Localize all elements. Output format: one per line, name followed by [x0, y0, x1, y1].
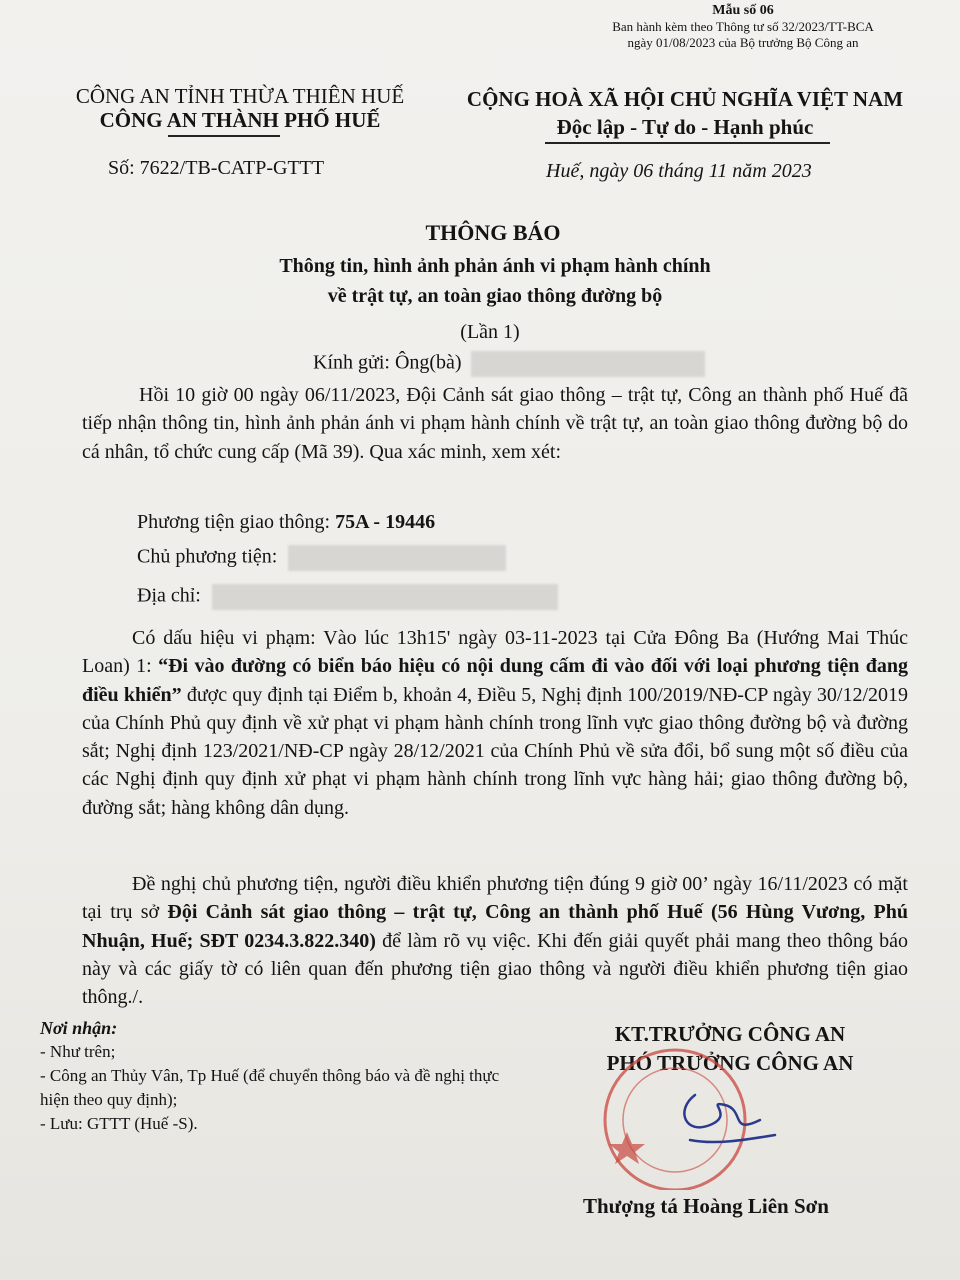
agency-header: [40, 84, 440, 132]
violation-description: “Đi vào đường có biển báo hiệu có nội dung cấm đi vào đối với loại phương tiện đang điều khiển”: [82, 655, 909, 706]
form-issued-date: ngày 01/08/2023 của Bộ trưởng Bộ Công an: [627, 35, 859, 50]
intro-text: Hồi 10 giờ 00 ngày 06/11/2023, Đội Cảnh sát giao thông – trật tự, Công an thành phố Huế đã tiếp nhận thông tin, hình ảnh phản ánh vi phạm hành chính về trật tự, an toàn giao thông đường bộ do cá nhân, tổ chức cung cấp (Mã 39). Qua xác minh, xem xét:: [82, 384, 908, 463]
request-paragraph: [82, 870, 908, 1011]
form-reference: [578, 2, 908, 51]
violation-paragraph: [82, 624, 908, 822]
form-number: Mẫu số 06: [712, 3, 774, 18]
violation-text-a: Có dấu hiệu vi phạm: Vào lúc 13h15' ngày 03-11-2023 tại Cửa Đông Ba (Hướng Mai Thúc Loan) 1:: [82, 627, 908, 678]
agency-underline: [168, 135, 280, 137]
signature-line-2: PHÓ TRƯỞNG CÔNG AN: [606, 1051, 854, 1075]
subtitle-line-1: Thông tin, hình ảnh phản ánh vi phạm hành chính: [279, 255, 711, 277]
nation-name: CỘNG HOÀ XÃ HỘI CHỦ NGHĨA VIỆT NAM: [466, 87, 904, 111]
request-location: Đội Cảnh sát giao thông – trật tự, Công an thành phố Huế (56 Hùng Vương, Phú Nhuận, Huế; SĐT 0234.3.822.340): [82, 901, 908, 952]
owner-line: [137, 545, 506, 571]
redacted-name: [471, 351, 705, 377]
addressee-line: [313, 351, 705, 377]
recipient-item: - Như trên;: [40, 1042, 116, 1061]
form-issued-with: Ban hành kèm theo Thông tư số 32/2023/TT-BCA: [612, 19, 874, 34]
document-date: Huế, ngày 06 tháng 11 năm 2023: [546, 160, 812, 182]
seal-star-icon: [609, 1132, 645, 1164]
owner-label: Chủ phương tiện:: [137, 545, 278, 568]
notice-round: (Lần 1): [460, 321, 520, 343]
request-text-a: Đề nghị chủ phương tiện, người điều khiển phương tiện đúng 9 giờ 00’ ngày 16/11/2023 có mặt tại trụ sở: [82, 873, 908, 924]
agency-parent: CÔNG AN TỈNH THỪA THIÊN HUẾ: [75, 84, 405, 108]
recipients-heading: Nơi nhận:: [40, 1018, 118, 1038]
request-text-b: để làm rõ vụ việc. Khi đến giải quyết phải mang theo thông báo này và các giấy tờ có liên quan đến phương tiện giao thông và người điều khiển phương tiện giao thông./.: [82, 929, 908, 1009]
signer-name: Thượng tá Hoàng Liên Sơn: [583, 1194, 829, 1218]
address-line: [137, 584, 558, 610]
address-label: Địa chỉ:: [137, 584, 201, 607]
recipient-item: - Lưu: GTTT (Huế -S).: [40, 1114, 198, 1133]
subtitle-line-2: về trật tự, an toàn giao thông đường bộ: [327, 285, 663, 307]
document-subtitle: [0, 251, 960, 311]
national-header: [440, 85, 930, 141]
violation-text-b: được quy định tại Điểm b, khoản 4, Điều 5, Nghị định 100/2019/NĐ-CP ngày 30/12/2019 của Chính Phủ quy định về xử phạt vi phạm hành chính trong lĩnh vực giao thông đường bộ và đường sắt; Nghị định 123/2021/NĐ-CP ngày 28/12/2021 của Chính Phủ về sửa đổi, bổ sung một số điều của các Nghị định quy định xử phạt vi phạm hành chính trong lĩnh vực hàng hải; giao thông đường bộ, đường sắt; hàng không dân dụng.: [82, 683, 908, 819]
vehicle-line: [137, 511, 435, 534]
seal-inner-ring: [623, 1068, 727, 1172]
redacted-address: [212, 584, 558, 610]
vehicle-label: Phương tiện giao thông:: [137, 511, 336, 533]
addressee-label: Kính gửi: Ông(bà): [313, 351, 462, 374]
nation-motto: Độc lập - Tự do - Hạnh phúc: [556, 115, 814, 139]
motto-underline: [545, 142, 830, 144]
intro-paragraph: [82, 381, 908, 466]
seal-outer-ring: [605, 1050, 745, 1190]
vehicle-plate: 75A - 19446: [335, 511, 436, 533]
document-title: THÔNG BÁO: [425, 220, 561, 245]
signature-line-1: KT.TRƯỞNG CÔNG AN: [614, 1022, 846, 1046]
redacted-owner: [288, 545, 506, 571]
signature-stroke: [684, 1095, 775, 1142]
official-seal: [575, 1040, 795, 1190]
recipients-block: [40, 1016, 500, 1136]
recipient-item: - Công an Thủy Vân, Tp Huế (để chuyển thông báo và đề nghị thực hiện theo quy định);: [40, 1066, 500, 1109]
document-number: Số: 7622/TB-CATP-GTTT: [108, 157, 325, 179]
agency-name: CÔNG AN THÀNH PHỐ HUẾ: [99, 108, 381, 132]
